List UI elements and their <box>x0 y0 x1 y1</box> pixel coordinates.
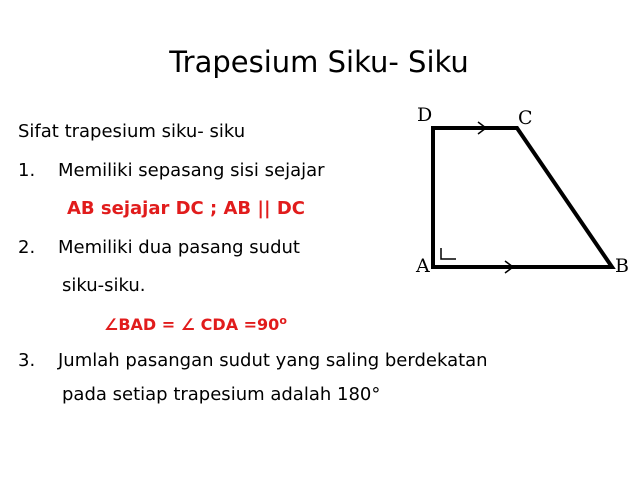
vertex-label-b: B <box>615 255 629 277</box>
slide-title: Trapesium Siku- Siku <box>169 45 469 79</box>
parallel-note: AB sejajar DC ; AB || DC <box>67 198 305 219</box>
list-item-2-text: Memiliki dua pasang sudut <box>58 237 300 258</box>
list-item-3-continuation: pada setiap trapesium adalah 180° <box>62 384 381 405</box>
vertex-label-a: A <box>416 255 430 277</box>
list-item-2-continuation: siku-siku. <box>62 275 146 296</box>
vertex-label-d: D <box>417 104 433 126</box>
angle-icon: ∠ <box>104 315 119 334</box>
angle-note-part-1: BAD = <box>118 315 181 334</box>
angle-icon: ∠ <box>180 315 196 334</box>
list-item-3-number: 3. <box>18 350 36 371</box>
list-item-2-number: 2. <box>18 237 36 258</box>
intro-text: Sifat trapesium siku- siku <box>18 121 246 142</box>
vertex-label-c: C <box>518 107 533 129</box>
degree-superscript: o <box>279 314 287 327</box>
trapezoid-shape <box>433 128 612 267</box>
list-item-1-number: 1. <box>18 160 36 181</box>
list-item-3-text: Jumlah pasangan sudut yang saling berdekatan <box>58 350 488 371</box>
right-angle-marker <box>441 248 456 259</box>
list-item-1-text: Memiliki sepasang sisi sejajar <box>58 160 325 181</box>
angle-note-part-2: CDA =90 <box>195 315 280 334</box>
